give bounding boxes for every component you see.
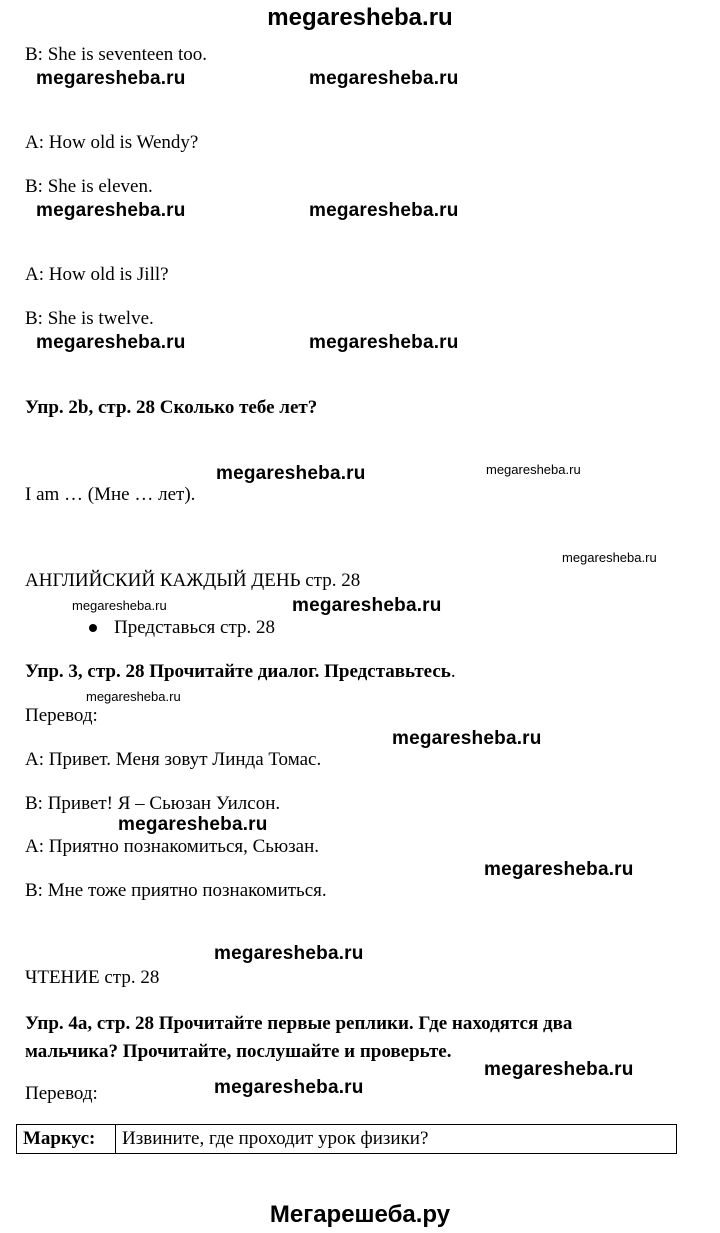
translation-label: Перевод:: [25, 1083, 98, 1104]
exercise-2b-answer: I am … (Мне … лет).: [25, 484, 196, 505]
dialogue-answer-jill: B: She is twelve.: [25, 308, 154, 329]
site-footer: Мегарешеба.ру: [269, 1201, 451, 1228]
watermark: megaresheba.ru: [392, 728, 542, 749]
dialogue-question-jill: A: How old is Jill?: [25, 264, 169, 285]
watermark: megaresheba.ru: [484, 1059, 634, 1080]
dialogue-table: [16, 1124, 677, 1154]
watermark: megaresheba.ru: [309, 68, 459, 89]
watermark: megaresheba.ru: [36, 332, 186, 353]
watermark: megaresheba.ru: [36, 200, 186, 221]
translation-label: Перевод:: [25, 705, 98, 726]
dialogue-answer-wendy: B: She is eleven.: [25, 176, 153, 197]
dialogue-line-seventeen: B: She is seventeen too.: [25, 44, 208, 65]
watermark: megaresheba.ru: [214, 1077, 364, 1098]
watermark: megaresheba.ru: [484, 859, 634, 880]
watermark: megaresheba.ru: [309, 200, 459, 221]
watermark-small: megaresheba.ru: [562, 550, 657, 565]
exercise-3-title-dot: .: [450, 661, 456, 682]
exercise-3-title-text: Упр. 3, стр. 28 Прочитайте диалог. Представьтесь: [25, 661, 451, 682]
watermark: megaresheba.ru: [118, 814, 268, 835]
dialogue-line-nice-to-meet: A: Приятно познакомиться, Сьюзан.: [25, 836, 319, 857]
section-english-every-day: АНГЛИЙСКИЙ КАЖДЫЙ ДЕНЬ стр. 28: [25, 570, 361, 591]
dialogue-line-nice-to-meet-too: B: Мне тоже приятно познакомиться.: [25, 880, 327, 901]
speaker-cell: Маркус:: [17, 1125, 116, 1154]
bullet-icon: [89, 624, 97, 632]
dialogue-line-susan: B: Привет! Я – Сьюзан Уилсон.: [25, 793, 281, 814]
site-header: megaresheba.ru: [267, 4, 453, 31]
exercise-4a-title-line-1: Упр. 4a, стр. 28 Прочитайте первые реплики. Где находятся два: [25, 1013, 573, 1034]
watermark: megaresheba.ru: [216, 463, 366, 484]
table-row: [17, 1125, 677, 1154]
watermark: megaresheba.ru: [36, 68, 186, 89]
watermark: megaresheba.ru: [214, 943, 364, 964]
bullet-introduce-yourself: Представься стр. 28: [114, 617, 275, 638]
watermark-small: megaresheba.ru: [86, 689, 181, 704]
exercise-2b-title: Упр. 2b, стр. 28 Сколько тебе лет?: [25, 397, 318, 418]
exercise-4a-title-line-2: мальчика? Прочитайте, послушайте и проверьте.: [25, 1041, 452, 1062]
watermark-small: megaresheba.ru: [486, 462, 581, 477]
line-cell: Извините, где проходит урок физики?: [116, 1125, 677, 1154]
section-reading: ЧТЕНИЕ стр. 28: [25, 967, 160, 988]
dialogue-question-wendy: A: How old is Wendy?: [25, 132, 199, 153]
watermark: megaresheba.ru: [309, 332, 459, 353]
exercise-3-title: [25, 661, 456, 683]
dialogue-line-linda: A: Привет. Меня зовут Линда Томас.: [25, 749, 322, 770]
watermark: megaresheba.ru: [292, 595, 442, 616]
watermark-small: megaresheba.ru: [72, 598, 167, 613]
